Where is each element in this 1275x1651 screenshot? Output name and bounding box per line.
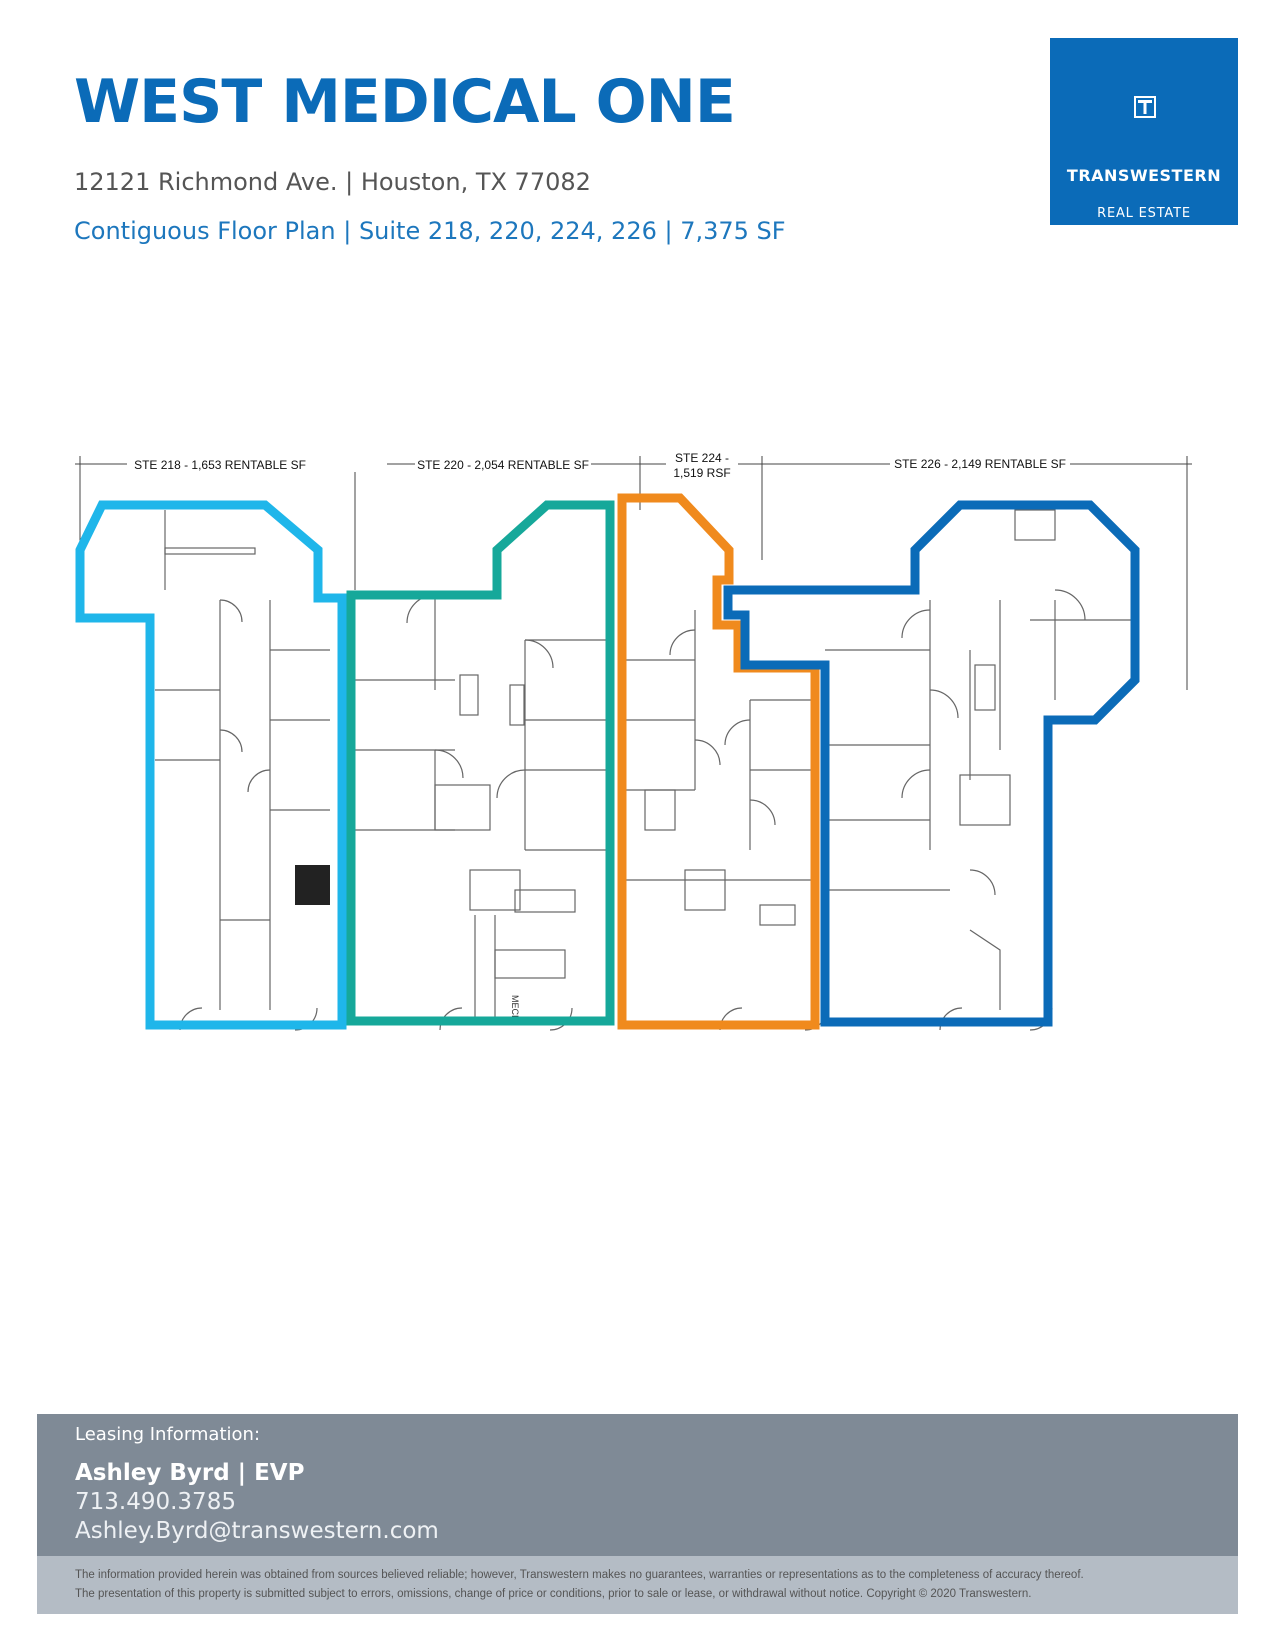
- disclaimer-text: The information provided herein was obtained from sources believed reliable; however, Transwestern makes no guarantees, warranties or representations as to the completeness of accuracy thereof.: [75, 1569, 1084, 1581]
- transwestern-t-icon: [1134, 96, 1156, 123]
- floor-plan: [70, 450, 1205, 1090]
- disclaimer-text: The presentation of this property is submitted subject to errors, omissions, change of price or conditions, prior to sale or lease, or withdrawal without notice. Copyright © 2020 Transwestern.: [75, 1588, 1032, 1600]
- interior-walls: [155, 510, 1135, 1030]
- page-title: WEST MEDICAL ONE: [74, 67, 735, 137]
- contact-name: Ashley Byrd | EVP: [75, 1460, 305, 1486]
- suite-224-outline: [622, 498, 815, 1025]
- transwestern-logo: [1050, 38, 1238, 239]
- property-address: 12121 Richmond Ave. | Houston, TX 77082: [74, 168, 591, 196]
- suite-220-outline: [351, 505, 610, 1021]
- logo-tagline: SERVICES: [1109, 224, 1179, 239]
- floor-plan-subtitle: Contiguous Floor Plan | Suite 218, 220, 224, 226 | 7,375 SF: [74, 217, 786, 245]
- mech-room-label: MECH: [510, 995, 520, 1022]
- suite-226-label: STE 226 - 2,149 RENTABLE SF: [894, 457, 1066, 471]
- dimension-lines: [75, 456, 1192, 690]
- suite-218-outline: [80, 505, 342, 1025]
- contact-phone: 713.490.3785: [75, 1489, 236, 1515]
- logo-name: TRANSWESTERN: [1066, 166, 1222, 185]
- suite-218-label: STE 218 - 1,653 RENTABLE SF: [134, 458, 306, 472]
- suite-226-outline: [728, 505, 1135, 1022]
- contact-email: Ashley.Byrd@transwestern.com: [75, 1518, 439, 1544]
- suite-224-label: 1,519 RSF: [673, 466, 731, 480]
- disclaimer-panel: [37, 1556, 1238, 1614]
- leasing-information-panel: [37, 1414, 1238, 1556]
- suite-224-label: STE 224 -: [674, 451, 730, 465]
- logo-tagline: REAL ESTATE: [1097, 206, 1191, 221]
- suite-220-label: STE 220 - 2,054 RENTABLE SF: [417, 458, 589, 472]
- leasing-label: Leasing Information:: [75, 1424, 261, 1445]
